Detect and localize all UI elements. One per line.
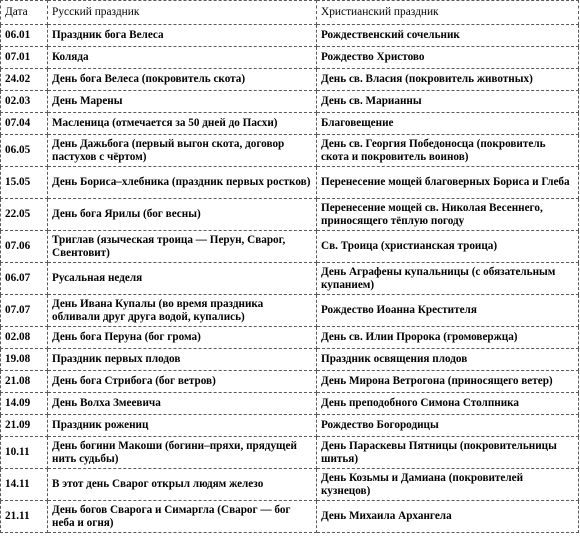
christian-holiday-cell: День св. Илии Пророка (громовержца): [317, 327, 579, 349]
table-row: [1, 199, 579, 231]
russian-holiday-cell: Праздник первых плодов: [48, 349, 317, 371]
date-cell: 07.06: [1, 231, 48, 263]
date-cell: 19.08: [1, 349, 48, 371]
table-row: [1, 501, 579, 533]
christian-holiday-cell: Рождество Иоанна Крестителя: [317, 295, 579, 327]
russian-holiday-cell: Праздник бога Велеса: [48, 25, 317, 47]
table-row: [1, 167, 579, 199]
russian-holiday-cell: День Ивана Купалы (во время праздника обливали друг друга водой, купались): [48, 295, 317, 327]
date-cell: 14.09: [1, 393, 48, 415]
russian-holiday-cell: Коляда: [48, 47, 317, 69]
header-christian-holiday: Христианский праздник: [317, 1, 579, 25]
table-row: [1, 113, 579, 135]
russian-holiday-cell: День Волха Змеевича: [48, 393, 317, 415]
russian-holiday-cell: День бога Стрибога (бог ветров): [48, 371, 317, 393]
russian-holiday-cell: День бога Перуна (бог грома): [48, 327, 317, 349]
russian-holiday-cell: Русальная неделя: [48, 263, 317, 295]
christian-holiday-cell: Св. Троица (христианская троица): [317, 231, 579, 263]
date-cell: 02.08: [1, 327, 48, 349]
table-row: [1, 69, 579, 91]
date-cell: 21.08: [1, 371, 48, 393]
christian-holiday-cell: Перенесение мощей благоверных Бориса и Глеба: [317, 167, 579, 199]
russian-holiday-cell: В этот день Сварог открыл людям железо: [48, 469, 317, 501]
table-row: [1, 327, 579, 349]
russian-holiday-cell: День бога Ярилы (бог весны): [48, 199, 317, 231]
russian-holiday-cell: Масленица (отмечается за 50 дней до Пасхи): [48, 113, 317, 135]
christian-holiday-cell: День Козьмы и Дамиана (покровителей кузнецов): [317, 469, 579, 501]
date-cell: 06.01: [1, 25, 48, 47]
christian-holiday-cell: День св. Власия (покровитель животных): [317, 69, 579, 91]
russian-holiday-cell: Триглав (языческая троица — Перун, Сварог, Свентовит): [48, 231, 317, 263]
table-row: [1, 469, 579, 501]
russian-holiday-cell: День Марены: [48, 91, 317, 113]
christian-holiday-cell: День преподобного Симона Столпника: [317, 393, 579, 415]
christian-holiday-cell: День св. Георгия Победоносца (покровитель скота и покровитель воинов): [317, 135, 579, 167]
header-row: [1, 1, 579, 25]
table-row: [1, 415, 579, 437]
christian-holiday-cell: Перенесение мощей св. Николая Весеннего, приносящего тёплую погоду: [317, 199, 579, 231]
table-row: [1, 91, 579, 113]
date-cell: 10.11: [1, 437, 48, 469]
date-cell: 22.05: [1, 199, 48, 231]
table-row: [1, 47, 579, 69]
date-cell: 07.04: [1, 113, 48, 135]
table-row: [1, 437, 579, 469]
date-cell: 24.02: [1, 69, 48, 91]
table-row: [1, 371, 579, 393]
table-header: [1, 1, 579, 25]
christian-holiday-cell: День Аграфены купальницы (с обязательным купанием): [317, 263, 579, 295]
christian-holiday-cell: Рождество Христово: [317, 47, 579, 69]
russian-holiday-cell: День Дажьбога (первый выгон скота, договор пастухов с чёртом): [48, 135, 317, 167]
russian-holiday-cell: День бога Велеса (покровитель скота): [48, 69, 317, 91]
christian-holiday-cell: День Параскевы Пятницы (покровительницы шитья): [317, 437, 579, 469]
table-row: [1, 231, 579, 263]
russian-holiday-cell: Праздник рожениц: [48, 415, 317, 437]
table-row: [1, 349, 579, 371]
date-cell: 06.05: [1, 135, 48, 167]
christian-holiday-cell: Праздник освящения плодов: [317, 349, 579, 371]
table-row: [1, 393, 579, 415]
date-cell: 21.11: [1, 501, 48, 533]
christian-holiday-cell: Рождество Богородицы: [317, 415, 579, 437]
russian-holiday-cell: День Бориса–хлебника (праздник первых ростков): [48, 167, 317, 199]
date-cell: 21.09: [1, 415, 48, 437]
header-date: Дата: [1, 1, 48, 25]
date-cell: 14.11: [1, 469, 48, 501]
date-cell: 02.03: [1, 91, 48, 113]
date-cell: 07.01: [1, 47, 48, 69]
table-row: [1, 263, 579, 295]
date-cell: 07.07: [1, 295, 48, 327]
christian-holiday-cell: День Мирона Ветрогона (приносящего ветер): [317, 371, 579, 393]
russian-holiday-cell: День богов Сварога и Симаргла (Сварог — бог неба и огня): [48, 501, 317, 533]
christian-holiday-cell: Рождественский сочельник: [317, 25, 579, 47]
table-row: [1, 25, 579, 47]
date-cell: 15.05: [1, 167, 48, 199]
header-russian-holiday: Русский праздник: [48, 1, 317, 25]
table-row: [1, 135, 579, 167]
christian-holiday-cell: День св. Марианны: [317, 91, 579, 113]
russian-holiday-cell: День богини Макоши (богини–пряхи, прядущей нить судьбы): [48, 437, 317, 469]
date-cell: 06.07: [1, 263, 48, 295]
table-row: [1, 295, 579, 327]
christian-holiday-cell: Благовещение: [317, 113, 579, 135]
table-body: [1, 25, 579, 533]
christian-holiday-cell: День Михаила Архангела: [317, 501, 579, 533]
